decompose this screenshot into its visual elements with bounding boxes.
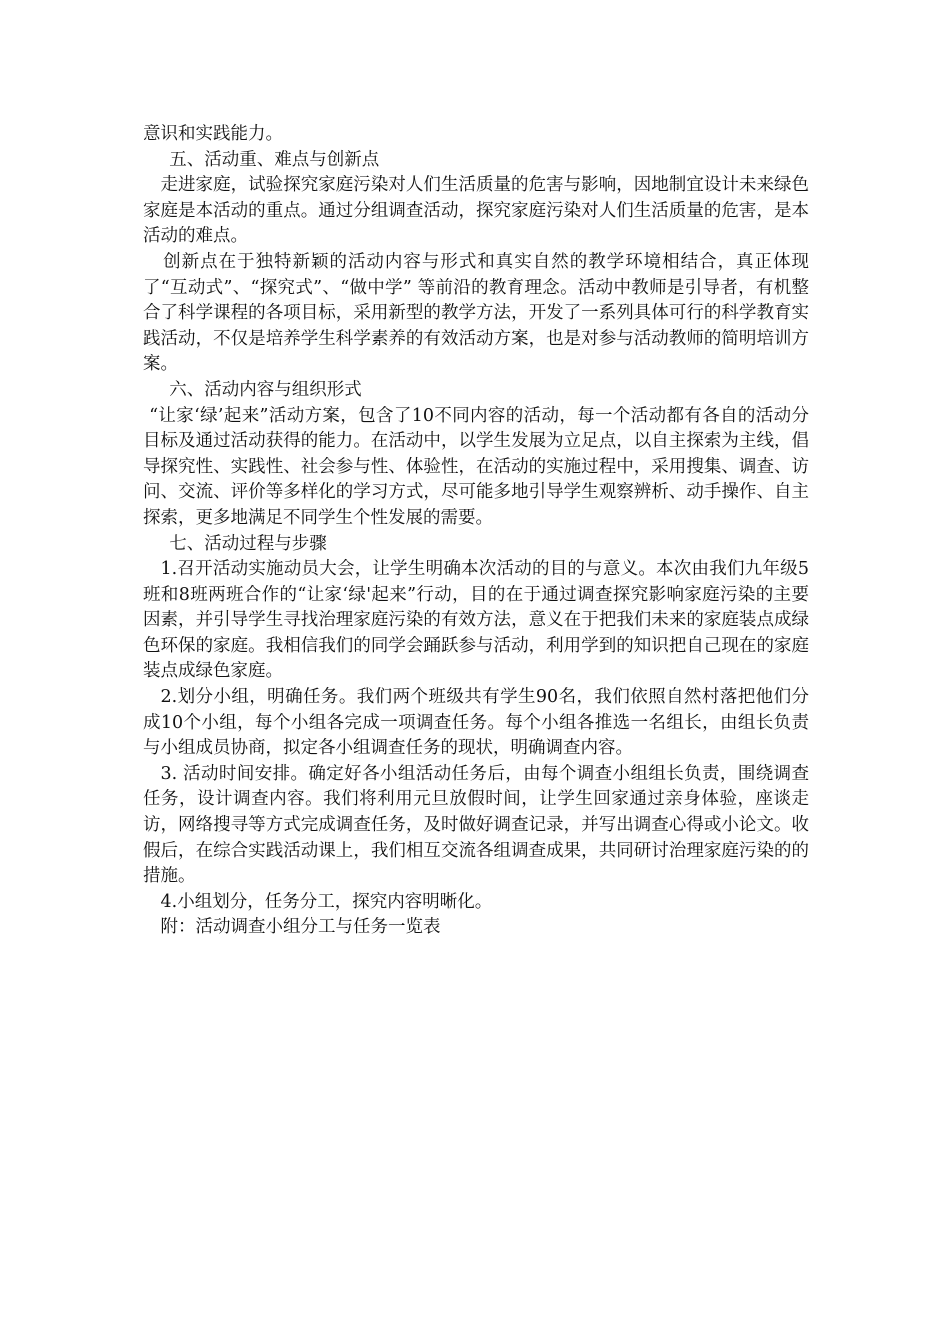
paragraph-activity-content: “让家‘绿’起来”活动方案，包含了10不同内容的活动，每一个活动都有各自的活动分目标及通过活动获得的能力。在活动中，以学生发展为立足点，以自主探索为主线，倡导探究性、实践性、社会参与性、体验性，在活动的实施过程中，采用搜集、调查、访问、交流、评价等多样化的学习方式，尽可能多地引导学生观察辨析、动手操作、自主探索，更多地满足不同学生个性发展的需要。 — [143, 405, 809, 528]
paragraph-innovation: 创新点在于独特新颖的活动内容与形式和真实自然的教学环境相结合，真正体现了“互动式”、“探究式”、“做中学” 等前沿的教育理念。活动中教师是引导者，有机整合了科学课程的各项目标，采用新型的教学方法，开发了一系列具体可行的科学教育实践活动，不仅是培养学生科学素养的有效活动方案，也是对参与活动教师的简明培训方案。 — [143, 251, 809, 375]
paragraph-step-2: 2.划分小组，明确任务。我们两个班级共有学生90名，我们依照自然村落把他们分成10个小组，每个小组各完成一项调查任务。每个小组各推选一名组长，由组长负责与小组成员协商，拟定各小组调查任务的现状，明确调查内容。 — [143, 687, 809, 759]
paragraph-continuation: 意识和实践能力。 — [143, 124, 283, 144]
section-heading-5: 五、活动重、难点与创新点 — [169, 149, 380, 170]
section-heading-6: 六、活动内容与组织形式 — [169, 379, 362, 400]
paragraph-appendix-note: 附：活动调查小组分工与任务一览表 — [160, 917, 441, 938]
document-body — [143, 122, 809, 941]
paragraph-step-1: 1.召开活动实施动员大会，让学生明确本次活动的目的与意义。本次由我们九年级5班和8班两班合作的“让家‘绿'起来”行动，目的在于通过调查探究影响家庭污染的主要因素，并引导学生寻找治理家庭污染的有效方法，意义在于把我们未来的家庭装点成绿色环保的家庭。我相信我们的同学会踊跃参与活动，利用学到的知识把自己现在的家庭装点成绿色家庭。 — [143, 559, 809, 682]
paragraph-step-4: 4.小组划分，任务分工，探究内容明晰化。 — [160, 891, 493, 912]
paragraph-step-3: 3. 活动时间安排。确定好各小组活动任务后，由每个调查小组组长负责，围绕调查任务，设计调查内容。我们将利用元旦放假时间，让学生回家通过亲身体验，座谈走访，网络搜寻等方式完成调查任务，及时做好调查记录，并写出调查心得或小论文。收假后，在综合实践活动课上，我们相互交流各组调查成果，共同研讨治理家庭污染的的措施。 — [143, 763, 809, 887]
paragraph-focus-difficulty: 走进家庭，试验探究家庭污染对人们生活质量的危害与影响，因地制宜设计未来绿色家庭是本活动的重点。通过分组调查活动，探究家庭污染对人们生活质量的危害，是本活动的难点。 — [143, 175, 809, 247]
section-heading-7: 七、活动过程与步骤 — [169, 533, 327, 554]
